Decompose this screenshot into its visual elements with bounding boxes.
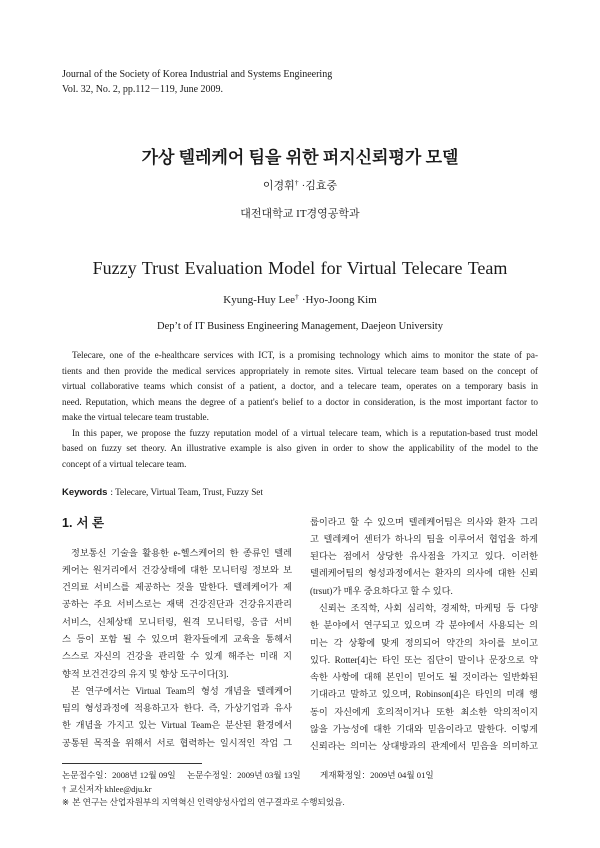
body-line: 않을 가능성에 대한 기대와 믿음이라고 말한다. 이렇게 — [310, 724, 538, 735]
body-line: 고 텔레케어 센터가 하나의 팀을 이루어서 협업을 하게 — [310, 533, 538, 544]
body-line: 스 등이 포함 될 수 있으며 환자들에게 교육을 통해서 — [62, 633, 292, 644]
accepted-date: 게재확정일：2009년 04월 01일 — [320, 770, 434, 780]
body-line: 정보통신 기술을 활용한 e-헬스케어의 한 종류인 텔레 — [71, 547, 292, 558]
body-line: 미는 각 상황에 맞게 정의되어 약간의 차이를 보이고 — [310, 637, 538, 648]
footnote-acknowledgement — [62, 796, 538, 810]
body-line: 팀의 형성과정에 적용하고자 한다. 즉, 가상기업과 유사 — [62, 703, 292, 714]
received-date: 논문접수일：2008년 12월 09일 — [62, 770, 176, 780]
body-line: 공하는 주요 서비스로는 재택 건강진단과 건강유지관리 — [62, 599, 292, 610]
keywords — [62, 485, 538, 500]
body-line: 동이 자신에게 호의적이거나 또한 최소한 악의적이지 — [310, 706, 538, 717]
footnote-dates — [62, 769, 538, 783]
footnote-corresponding-author — [62, 783, 538, 797]
body-column-left — [62, 545, 292, 753]
author-name: ·Hyo-Joong Kim — [301, 294, 377, 306]
section-title: 서 론 — [76, 516, 105, 530]
dagger-mark: † — [62, 783, 67, 794]
korean-authors — [0, 178, 600, 194]
body-line: 스스로 자신의 건강을 관리할 수 있게 해주는 미래 지 — [62, 651, 292, 662]
reference-mark: ※ — [62, 797, 70, 807]
body-line: (trsut)가 매우 중요하다고 할 수 있다. — [310, 585, 453, 596]
keywords-label: Keywords — [62, 487, 108, 498]
korean-title: 가상 텔레케어 팀을 위한 퍼지신뢰평가 모델 — [141, 148, 459, 167]
body-line: 한 분야에서 연구되고 있으며 각 분야에서 사용되는 의 — [310, 620, 538, 631]
abstract-paragraph — [62, 426, 538, 473]
author-name: 이경휘 — [262, 180, 295, 192]
english-title: Fuzzy Trust Evaluation Model for Virtual Telecare Team — [92, 258, 508, 278]
abstract-line: Telecare, one of the e-healthcare services with ICT, is a promising technology which aims to monitor the state of pa- — [72, 350, 538, 360]
english-affiliation: Dep’t of IT Business Engineering Management, Daejeon University — [157, 321, 443, 332]
body-line: 된다는 점에서 상당한 유사점을 가지고 있다. 이러한 — [310, 551, 538, 562]
body-line: 건의료 서비스를 제공하는 것을 말한다. 텔레케어가 제 — [62, 582, 292, 593]
abstract-line: tients and then provide the medical services appropriately in remote sites. Virtual telecare team based on the concept of — [62, 365, 538, 376]
corresponding-author-mark: † — [294, 177, 299, 187]
body-line: 케어는 원거리에서 건강상태에 대한 모니터링 정보와 보 — [62, 564, 292, 575]
abstract-line: need. Reputation, which means the degree of a patient's belief to a doctor in consideration, is the most important factor to — [62, 396, 538, 407]
section-number: 1. — [62, 516, 73, 530]
body-line: 본 연구에서는 Virtual Team의 형성 개념을 텔레케어 — [71, 685, 292, 696]
body-paragraph — [62, 683, 292, 752]
keywords-value: : Telecare, Virtual Team, Trust, Fuzzy Set — [110, 487, 263, 497]
abstract-line: make the virtual telecare team trustable. — [62, 412, 209, 422]
footnote-divider — [62, 763, 202, 764]
body-line: 기대라고 말하고 있으며, Robinson[4]은 타인의 미래 행 — [310, 689, 538, 700]
korean-affiliation: 대전대학교 IT경영공학과 — [240, 208, 360, 220]
body-line: 서비스, 신체상태 모니터링, 원격 모니터링, 응급 서비 — [62, 616, 292, 627]
journal-header — [62, 67, 332, 97]
abstract-line: virtual collaborative teams which consist of a patient, a doctor, and a telecare team, operates on a temporary basis in — [62, 381, 538, 391]
body-line: 속한 사항에 대해 본인이 믿어도 될 것이라는 일반화된 — [310, 672, 538, 683]
corresponding-author-text: 교신저자 khlee@dju.kr — [69, 783, 152, 794]
section-heading — [62, 515, 104, 531]
body-paragraph — [310, 514, 538, 600]
body-line: 신뢰는 조직학, 사회 심리학, 경제학, 마케팅 등 다양 — [319, 602, 538, 613]
abstract-line: based on fuzzy set theory. An illustrative example is also given in order to show the applicability of the model to the — [62, 443, 538, 453]
journal-citation: Vol. 32, No. 2, pp.112－119, June 2009. — [62, 84, 224, 95]
body-line: 신뢰라는 의미는 상대방과의 관계에서 믿음을 의미하고 — [310, 741, 538, 752]
body-line: 향적 보건건강의 유지 및 향상 도구이다[3]. — [62, 668, 229, 679]
abstract-line: concept of a virtual telecare team. — [62, 458, 187, 469]
english-authors — [0, 292, 600, 308]
author-name: Kyung-Huy Lee — [223, 294, 296, 306]
body-column-right — [310, 514, 538, 756]
abstract-line: In this paper, we propose the fuzzy reputation model of a virtual telecare team, which is a reputation-based trust model — [72, 427, 538, 438]
revised-date: 논문수정일：2009년 03월 13일 — [187, 770, 301, 780]
abstract — [62, 348, 538, 472]
body-line: 있다. Rotter[4]는 타인 또는 집단이 말이나 문장으로 약 — [310, 654, 538, 665]
body-line: 룹이라고 할 수 있으며 텔레케어팀은 의사와 환자 그리 — [310, 516, 538, 527]
body-line: 한 개념을 가지고 있는 Virtual Team은 분산된 환경에서 — [62, 720, 292, 731]
abstract-paragraph — [62, 348, 538, 426]
acknowledgement-text: 본 연구는 산업자원부의 지역혁신 인력양성사업의 연구결과로 수행되었음. — [72, 797, 345, 807]
journal-name: Journal of the Society of Korea Industrial and Systems Engineering — [62, 69, 333, 80]
footnotes — [62, 769, 538, 810]
body-paragraph — [62, 545, 292, 683]
body-line: 공통된 목적을 위해서 서로 협력하는 일시적인 작업 그 — [62, 737, 292, 748]
body-paragraph — [310, 600, 538, 756]
author-name: ·김효중 — [301, 180, 338, 192]
body-line: 텔레케어팀의 형성과정에서는 환자의 의사에 대한 신뢰 — [310, 568, 538, 579]
corresponding-author-mark: † — [295, 291, 299, 301]
